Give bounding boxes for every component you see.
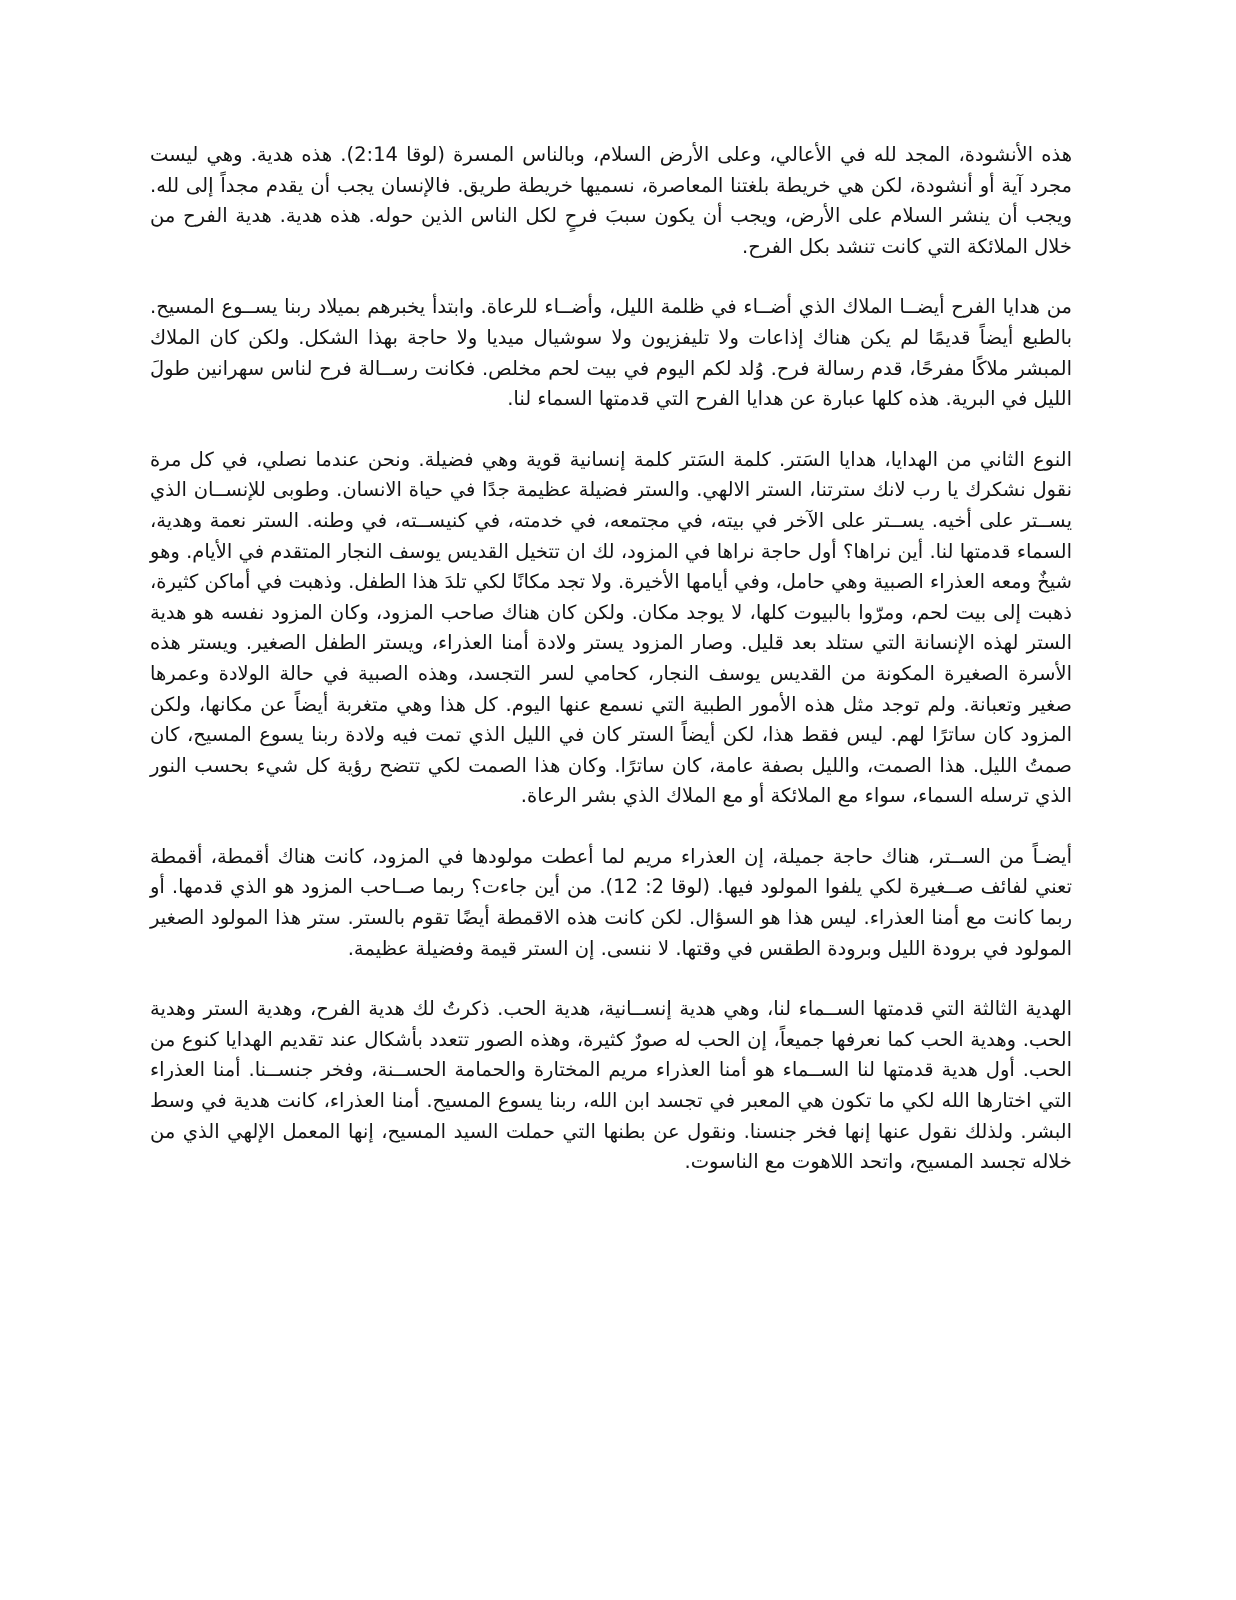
paragraph-gift-of-joy-angel: من هدايا الفرح أيضــا الملاك الذي أضــاء في ظلمة الليل، وأضــاء للرعاة. وابتدأ يخبرهم بميلاد ربنا يســوع المسيح. بالطبع أيضاً قديمًا لم يكن هناك إذاعات ولا تليفزيون ولا سوشيال ميديا ولا حاجة بهذا الشكل. ولكن كان الملاك المبشر ملاكًا مفرحًا، قدم رسالة فرح. وُلد لكم اليوم في بيت لحم مخلص. فكانت رســالة فرح لناس سهرانين طولَ الليل في البرية. هذه كلها عبارة عن هدايا الفرح التي قدمتها السماء لنا. — [150, 295, 1072, 411]
paragraph-gift-of-covering: النوع الثاني من الهدايا، هدايا السَتر. كلمة السَتر كلمة إنسانية قوية وهي فضيلة. ونحن عندما نصلي، في كل مرة نقول نشكرك يا رب لانك سترتنا، الستر الالهي. والستر فضيلة عظيمة جدًا في حياة الانسان. وطوبى للإنســان الذي يســتر على أخيه. يســتر على الآخر في بيته، في مجتمعه، في خدمته، في كنيســته، في وطنه. الستر نعمة وهدية، السماء قدمتها لنا. أين نراها؟ أول حاجة نراها في المزود، لك ان تتخيل القديس يوسف النجار المتقدم في الأيام. وهو شيخٌ ومعه العذراء الصبية وهي حامل، وفي أيامها الأخيرة. ولا تجد مكانًا لكي تلدَ هذا الطفل. وذهبت في أماكن كثيرة، ذهبت إلى بيت لحم، ومرّوا بالبيوت كلها، لا يوجد مكان. ولكن كان هناك صاحب المزود، وكان المزود نفسه هو هدية الستر لهذه الإنسانة التي ستلد بعد قليل. وصار المزود يستر ولادة أمنا العذراء، ويستر الطفل الصغير. ويستر هذه الأسرة الصغيرة المكونة من القديس يوسف النجار، كحامي لسر التجسد، وهذه الصبية في حالة الولادة وعمرها صغير وتعبانة. ولم توجد مثل هذه الأمور الطبية التي نسمع عنها اليوم. كل هذا وهي متغربة أيضاً عن مكانها، ولكن المزود كان ساترًا لهم. ليس فقط هذا، لكن أيضاً الستر كان في الليل الذي تمت فيه ولادة ربنا يسوع المسيح، كان صمتُ الليل. هذا الصمت، والليل بصفة عامة، كان ساترًا. وكان هذا الصمت لكي تتضح رؤية كل شيء بحسب النور الذي ترسله السماء، سواء مع الملائكة أو مع الملاك الذي بشر الرعاة. — [150, 447, 1072, 808]
paragraph-swaddling-clothes: أيضـاً من الســتر، هناك حاجة جميلة، إن العذراء مريم لما أعطت مولودها في المزود، كانت هناك أقمطة، أقمطة تعني لفائف صــغيرة لكي يلفوا المولود فيها. (لوقا 2: 12). من أين جاءت؟ ربما صــاحب المزود هو الذي قدمها. أو ربما كانت مع أمنا العذراء. ليس هذا هو السؤال. لكن كانت هذه الاقمطة أيضًا تقوم بالستر. ستر هذا المولود الصغير المولود في برودة الليل وبرودة الطقس في وقتها. لا ننسى. إن الستر قيمة وفضيلة عظيمة. — [150, 844, 1072, 960]
paragraph-gift-of-joy-hymn: هذه الأنشودة، المجد لله في الأعالي، وعلى الأرض السلام، وبالناس المسرة (لوقا 2:14). هذه هدية. وهي ليست مجرد آية أو أنشودة، لكن هي خريطة بلغتنا المعاصرة، نسميها خريطة طريق. فالإنسان يجب أن يقدم مجداً إلى لله. ويجب أن ينشر السلام على الأرض، ويجب أن يكون سببَ فرحٍ لكل الناس الذين حوله. هذه هدية. هدية الفرح من خلال الملائكة التي كانت تنشد بكل الفرح. — [150, 143, 1072, 258]
document-page — [150, 140, 1072, 1178]
paragraph-gift-of-love: الهدية الثالثة التي قدمتها الســماء لنا، وهي هدية إنســانية، هدية الحب. ذكرتُ لك هدية الفرح، وهدية الستر وهدية الحب. وهدية الحب كما نعرفها جميعاً، إن الحب له صورٌ كثيرة، وهذه الصور تتعدد بأشكال عند تقديم الهدايا كنوع من الحب. أول هدية قدمتها لنا الســماء هو أمنا العذراء مريم المختارة والحمامة الحســنة، وفخر جنســنا. أمنا العذراء التي اختارها الله لكي ما تكون هي المعبر في تجسد ابن الله، ربنا يسوع المسيح. أمنا العذراء، كانت هدية في وسط البشر. ولذلك نقول عنها إنها فخر جنسنا. ونقول عن بطنها التي حملت السيد المسيح، إنها المعمل الإلهي الذي من خلاله تجسد المسيح، واتحد اللاهوت مع الناسوت. — [150, 997, 1072, 1174]
